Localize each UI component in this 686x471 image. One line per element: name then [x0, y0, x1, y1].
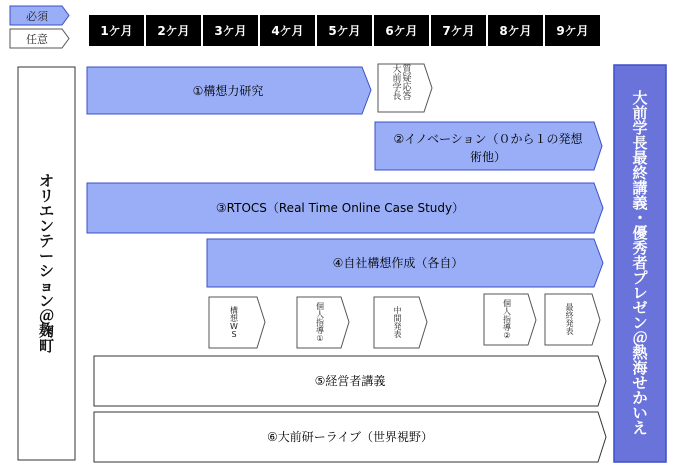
text-char: 間: [393, 313, 402, 323]
text-char: 優: [632, 224, 648, 242]
text-column: [392, 66, 401, 110]
text-char: 最: [565, 302, 574, 312]
text-char: え: [632, 419, 648, 437]
text-char: 個: [503, 298, 511, 308]
text-char: い: [632, 404, 648, 422]
text-char: 中: [393, 305, 402, 315]
text-char: 講: [632, 179, 648, 197]
milestone-1-label: [209, 298, 259, 347]
text-char: 麹: [38, 321, 54, 340]
text-char: 学: [392, 83, 402, 93]
text-char: 義: [632, 194, 648, 212]
text-char: 表: [565, 326, 574, 336]
text-char: ン: [632, 314, 648, 332]
text-char: 答: [402, 92, 412, 102]
text-char: 終: [565, 310, 574, 320]
text-char: 発: [565, 318, 574, 328]
text-char: テ: [38, 231, 54, 250]
month-header-8: 8ケ月: [488, 15, 543, 46]
text-char: 人: [503, 306, 511, 316]
text-char: エ: [38, 201, 54, 220]
text-char: W: [230, 321, 238, 331]
program-5-label: ⑤経営者講義: [314, 374, 386, 388]
month-header-7: 7ケ月: [431, 15, 486, 46]
text-char: 質: [402, 65, 412, 75]
text-char: 終: [632, 164, 648, 182]
milestone-2-label: [297, 298, 343, 347]
text-char: ー: [38, 246, 54, 265]
month-header-1: 1ケ月: [89, 15, 144, 46]
text-char: ・: [632, 209, 648, 227]
text-char: 海: [632, 359, 648, 377]
text-char: 発: [393, 321, 402, 331]
text-char: せ: [632, 374, 648, 392]
month-header-2: 2ケ月: [146, 15, 201, 46]
program-2-label-line1: ②イノベーション（０から１の発想: [393, 132, 583, 146]
text-char: ＠: [38, 306, 54, 325]
text-char: 疑: [402, 74, 412, 84]
text-char: 熱: [632, 344, 648, 362]
qa-label: [380, 66, 424, 110]
text-char: 個: [316, 301, 324, 311]
text-char: ＠: [632, 329, 648, 347]
text-char: オ: [38, 171, 54, 190]
text-char: シ: [38, 261, 54, 280]
milestone-4-label: [484, 295, 530, 344]
text-char: 人: [316, 309, 324, 319]
text-char: リ: [38, 186, 54, 205]
text-char: ②: [503, 330, 511, 340]
text-char: 長: [392, 92, 402, 102]
text-char: 長: [632, 134, 648, 152]
text-char: 秀: [632, 239, 648, 257]
orientation-label: [18, 67, 75, 460]
text-char: ①: [316, 333, 324, 343]
text-char: 応: [402, 83, 412, 93]
text-char: 町: [38, 336, 54, 355]
text-char: ン: [38, 291, 54, 310]
text-column: [403, 66, 412, 110]
program-1-label: ①構想力研究: [192, 84, 264, 98]
legend-optional-label: 任意: [26, 33, 48, 46]
text-char: 大: [392, 65, 402, 75]
text-char: 指: [503, 314, 511, 324]
text-char: か: [632, 389, 648, 407]
month-header-6: 6ケ月: [374, 15, 429, 46]
text-char: 大: [632, 89, 648, 107]
text-char: ン: [38, 216, 54, 235]
program-6-label: ⑥大前研ーライブ（世界視野）: [266, 430, 434, 444]
month-header-3: 3ケ月: [203, 15, 258, 46]
text-char: 想: [230, 313, 238, 323]
text-char: 者: [632, 254, 648, 272]
text-char: ョ: [38, 276, 54, 295]
text-char: 表: [393, 329, 402, 339]
text-char: プ: [632, 269, 648, 287]
text-char: 前: [632, 104, 648, 122]
text-char: 導: [503, 322, 511, 332]
legend-required-label: 必須: [26, 10, 48, 23]
text-char: 指: [316, 317, 324, 327]
text-char: S: [231, 329, 237, 339]
month-header-4: 4ケ月: [260, 15, 315, 46]
text-char: 最: [632, 149, 648, 167]
text-char: ゼ: [632, 299, 648, 317]
milestone-5-label: [545, 295, 594, 344]
text-char: レ: [632, 284, 648, 302]
text-char: 学: [632, 119, 648, 137]
month-header-9: 9ケ月: [545, 15, 600, 46]
month-header-5: 5ケ月: [317, 15, 372, 46]
text-char: 構: [230, 305, 238, 315]
milestone-3-label: [374, 298, 421, 347]
text-char: 前: [392, 74, 402, 84]
program-3-label: ③RTOCS（Real Time Online Case Study）: [215, 201, 465, 215]
text-char: 導: [316, 325, 324, 335]
program-2-label-line2: 術他）: [469, 150, 507, 164]
final-presentation-label: [614, 65, 666, 462]
program-4-label: ④自社構想作成（各自）: [332, 256, 464, 270]
